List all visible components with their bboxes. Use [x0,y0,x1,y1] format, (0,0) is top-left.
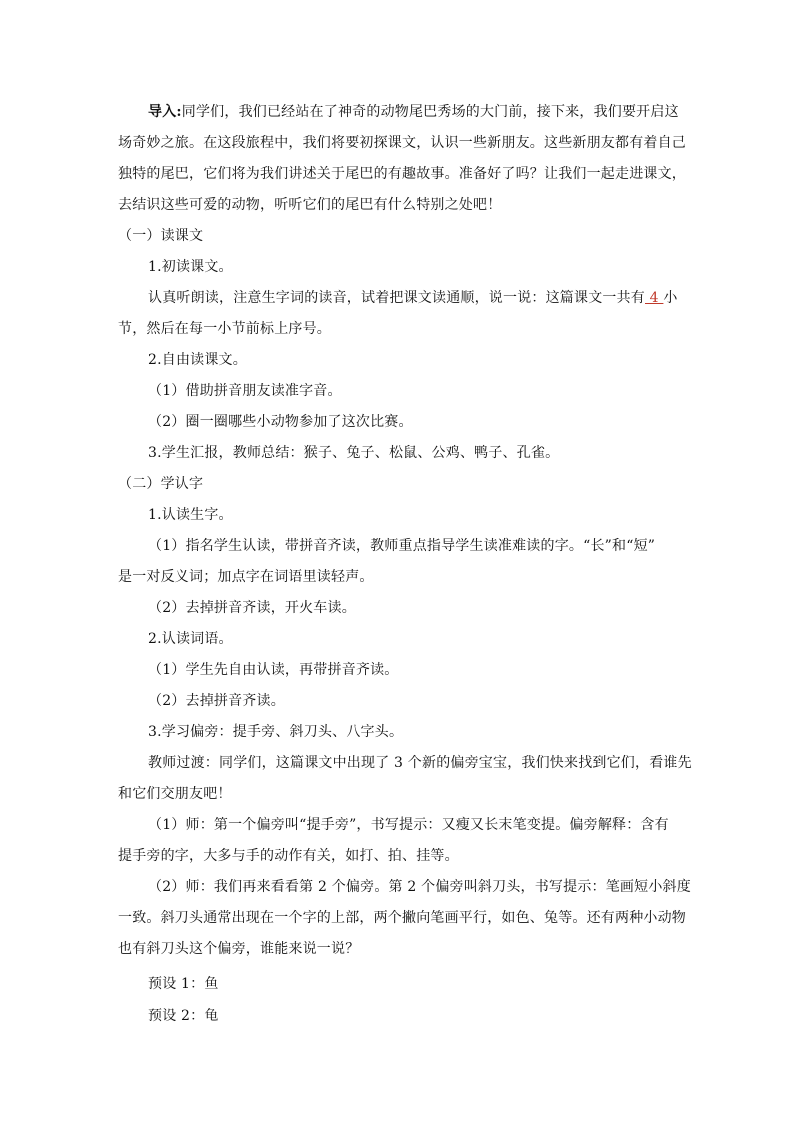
radical-2-line-2: 一致。斜刀头通常出现在一个字的上部，两个撇向笔画平行，如色、兔等。还有两种小动物 [118,910,686,926]
teacher-transition-line-2: 和它们交朋友吧！ [118,786,232,802]
teacher-transition-line-1: 教师过渡：同学们，这篇课文中出现了 3 个新的偏旁宝宝，我们快来找到它们，看谁先 [148,755,692,771]
preset-answer-2: 预设 2：龟 [148,1008,219,1024]
step-free-reading-item-1: （1）借助拼音朋友读准字音。 [148,383,342,399]
step-read-words-title: 2.认读词语。 [148,631,233,647]
step-first-reading-text: 认真听朗读，注意生字词的读音，试着把课文读通顺，说一说：这篇课文一共有 [148,290,645,306]
step-read-characters-item-1-line-1: （1）指名学生认读，带拼音齐读，教师重点指导学生读准难读的字。“长”和“短” [148,538,656,554]
radical-2-line-3: 也有斜刀头这个偏旁，谁能来说一说？ [118,941,360,957]
radical-1-line-2: 提手旁的字，大多与手的动作有关，如打、拍、挂等。 [118,848,459,864]
radical-1-line-1: （1）师：第一个偏旁叫“提手旁”，书写提示：又瘦又长末笔变提。偏旁解释：含有 [148,817,669,833]
step-student-report: 3.学生汇报，教师总结：猴子、兔子、松鼠、公鸡、鸭子、孔雀。 [148,445,560,461]
paragraph-count-blank: 4 [645,290,664,306]
section-heading-learn-characters: （二）学认字 [118,476,204,492]
step-read-characters-item-1-line-2: 是一对反义词；加点字在词语里读轻声。 [118,569,374,585]
step-first-reading-unit: 小 [663,290,678,306]
step-read-characters-title: 1.认读生字。 [148,507,233,523]
step-free-reading-title: 2.自由读课文。 [148,352,247,368]
step-read-words-item-1: （1）学生先自由认读，再带拼音齐读。 [148,662,399,678]
intro-label: 导入: [148,104,182,120]
step-first-reading-title: 1.初读课文。 [148,259,233,275]
section-heading-read-text: （一）读课文 [118,228,204,244]
preset-answer-1: 预设 1：鱼 [148,976,219,992]
intro-paragraph-line-3: 独特的尾巴，它们将为我们讲述关于尾巴的有趣故事。准备好了吗？让我们一起走进课文， [118,166,686,182]
step-first-reading-line-1 [148,288,678,308]
intro-paragraph-line-1 [148,102,679,122]
intro-paragraph-line-4: 去结识这些可爱的动物，听听它们的尾巴有什么特别之处吧！ [118,197,502,213]
radical-2-line-1: （2）师：我们再来看看第 2 个偏旁。第 2 个偏旁叫斜刀头，书写提示：笔画短小斜度 [148,879,691,895]
step-read-characters-item-2: （2）去掉拼音齐读，开火车读。 [148,600,356,616]
intro-text: 同学们，我们已经站在了神奇的动物尾巴秀场的大门前，接下来，我们要开启这 [181,104,679,120]
step-free-reading-item-2: （2）圈一圈哪些小动物参加了这次比赛。 [148,414,413,430]
step-first-reading-line-2: 节，然后在每一小节前标上序号。 [118,321,331,337]
intro-paragraph-line-2: 场奇妙之旅。在这段旅程中，我们将要初探课文，认识一些新朋友。这些新朋友都有着自己 [118,135,686,151]
step-read-words-item-2: （2）去掉拼音齐读。 [148,693,285,709]
step-radicals-title: 3.学习偏旁：提手旁、斜刀头、八字头。 [148,724,404,740]
